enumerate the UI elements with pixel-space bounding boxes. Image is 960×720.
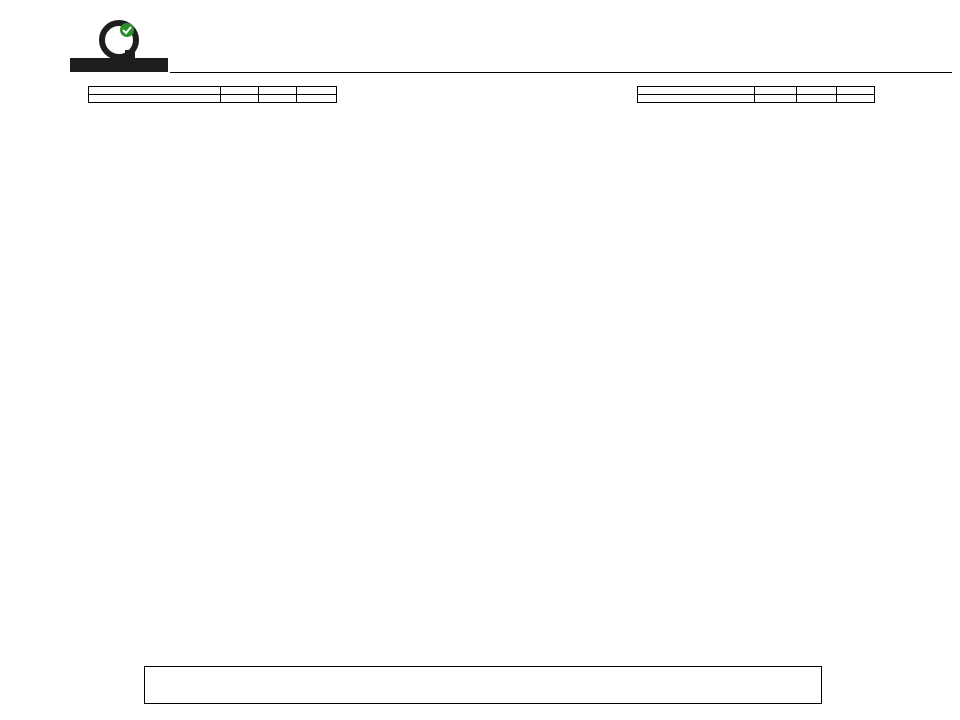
entity-header-blank <box>89 95 221 103</box>
population-header <box>221 87 259 95</box>
tolima-pie-chart <box>360 188 610 360</box>
logo-text <box>70 58 168 72</box>
entity-header <box>89 87 221 95</box>
total-affiliates-header <box>259 87 297 95</box>
sucre-pie-chart <box>95 462 335 602</box>
entity-header-blank <box>638 95 755 103</box>
coverage-subheader <box>837 95 875 103</box>
total-affiliates-subheader <box>259 95 297 103</box>
population-header <box>755 87 797 95</box>
total-affiliates-subheader <box>797 95 837 103</box>
coverage-header <box>837 87 875 95</box>
entity-header <box>638 87 755 95</box>
tolima-municipality-table <box>637 86 875 103</box>
header-rule <box>170 72 952 73</box>
sucre-municipality-table <box>88 86 337 103</box>
population-year <box>221 95 259 103</box>
total-affiliates-header <box>797 87 837 95</box>
coverage-subheader <box>297 95 337 103</box>
population-year <box>755 95 797 103</box>
logo-mark <box>70 14 168 64</box>
coverage-header <box>297 87 337 95</box>
source-footnote <box>144 666 822 704</box>
